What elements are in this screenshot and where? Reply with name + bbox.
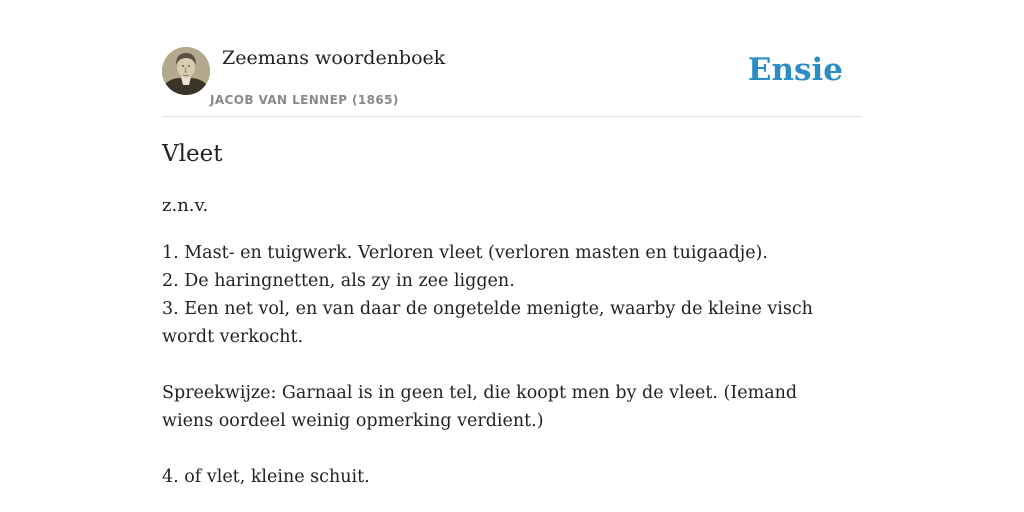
author-portrait-icon	[162, 47, 210, 95]
paragraph-gap	[162, 351, 842, 379]
dictionary-title[interactable]: Zeemans woordenboek	[222, 47, 446, 69]
paragraph-gap	[162, 435, 842, 463]
part-of-speech: z.n.v.	[162, 195, 209, 216]
entry-definition	[162, 239, 842, 491]
sense-2: 2. De haringnetten, als zy in zee liggen.	[162, 271, 515, 291]
sense-4: 4. of vlet, kleine schuit.	[162, 467, 370, 487]
sense-3: 3. Een net vol, en van daar de ongetelde menigte, waarby de kleine visch wordt verkocht.	[162, 299, 813, 347]
entry-title: Vleet	[162, 141, 223, 167]
dictionary-author: JACOB VAN LENNEP (1865)	[210, 93, 399, 107]
saying: Spreekwijze: Garnaal is in geen tel, die koopt men by de vleet. (Iemand wiens oordeel weinig opmerking verdient.)	[162, 383, 798, 431]
author-avatar[interactable]	[162, 47, 210, 95]
dictionary-header	[162, 46, 862, 117]
ensie-logo[interactable]: Ensie	[747, 52, 843, 88]
sense-1: 1. Mast- en tuigwerk. Verloren vleet (verloren masten en tuigaadje).	[162, 243, 768, 263]
